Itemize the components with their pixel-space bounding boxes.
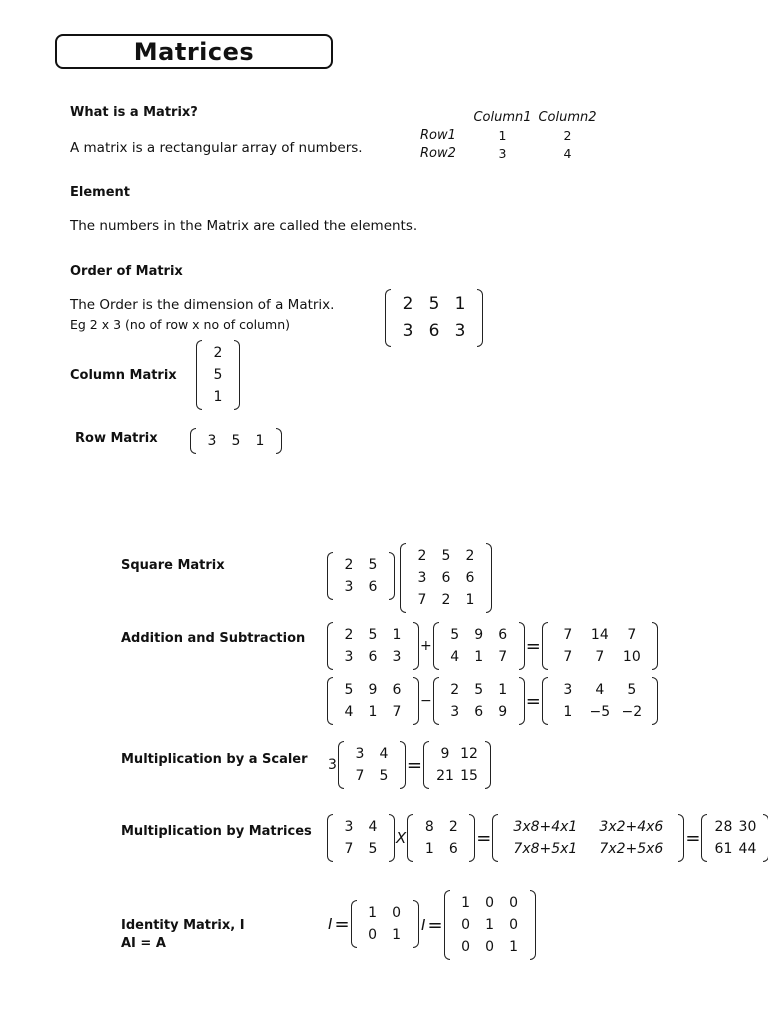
matrix-cell: 1 — [563, 704, 573, 720]
equals-sign: = — [685, 827, 701, 849]
table-header-row — [470, 110, 600, 125]
matrix-cell: 3 — [402, 321, 414, 341]
matrix-cell: 6 — [474, 704, 484, 720]
table-cell: 2 — [563, 128, 572, 143]
matrix — [196, 340, 240, 410]
matrix-cell: 1 — [368, 704, 378, 720]
matrix-cell: 7 — [595, 649, 605, 665]
equals-sign: = — [525, 690, 541, 712]
matrix-row — [206, 342, 230, 364]
matrix-cell: 9 — [368, 682, 378, 698]
matrix-cell: 3 — [355, 746, 365, 762]
matrix-grid — [439, 622, 519, 670]
matrix-row — [443, 701, 515, 723]
matrix-cell: 6 — [392, 682, 402, 698]
table-cell: 1 — [498, 128, 507, 143]
matrix-cell: 6 — [465, 570, 475, 586]
matrix-cell: 5 — [627, 682, 637, 698]
matrix — [338, 741, 406, 789]
matrix-row — [206, 386, 230, 408]
matrix-row — [337, 679, 409, 701]
matrix-row — [502, 838, 674, 860]
matrix-cell: 15 — [460, 768, 478, 784]
matrix-grid — [406, 543, 486, 613]
element-heading: Element — [70, 185, 130, 200]
matrix-row — [395, 318, 473, 345]
matrix-cell: 7 — [392, 704, 402, 720]
matrix — [542, 677, 658, 725]
matrix-row — [337, 701, 409, 723]
matrix-grid — [548, 622, 652, 670]
matrix-row — [337, 576, 385, 598]
identity-symbol: I — [328, 915, 333, 933]
matrix — [701, 814, 768, 862]
matrix-cell: 2 — [441, 592, 451, 608]
matrix-cell: 0 — [461, 939, 470, 955]
matrix-cell: 3 — [417, 570, 427, 586]
identity-label: Identity Matrix, I — [121, 918, 245, 933]
matrix-row — [417, 816, 465, 838]
matrix-cell: 3 — [344, 649, 354, 665]
matrix-cell: −5 — [589, 704, 611, 720]
column-header: Column1 — [473, 110, 532, 125]
matrix-cell: 0 — [392, 905, 401, 921]
equals-sign: = — [334, 913, 350, 935]
matrix-cell: 5 — [368, 627, 378, 643]
matrix-cell: 3 — [392, 649, 402, 665]
matrix-grid — [333, 552, 389, 600]
sample-table — [420, 110, 600, 161]
matrix-cell: 4 — [595, 682, 605, 698]
minus-sign: − — [420, 693, 432, 709]
right-bracket — [652, 677, 658, 725]
matrix-cell: 5 — [474, 682, 484, 698]
table-cell: 3 — [498, 146, 507, 161]
right-bracket — [485, 741, 491, 789]
matrix-cell: 6 — [448, 841, 458, 857]
matrix-row — [337, 816, 385, 838]
equals-sign: = — [406, 754, 423, 776]
matrix-cell: 12 — [460, 746, 478, 762]
equals-sign: = — [427, 914, 443, 936]
matrix-cell: 4 — [379, 746, 389, 762]
matrix-row — [417, 838, 465, 860]
matrix-grid — [333, 677, 413, 725]
matrix-row — [337, 554, 385, 576]
matrix-row — [552, 624, 648, 646]
column-header: Column2 — [538, 110, 597, 125]
matrix-grid — [333, 814, 389, 862]
matrix-cell: 5 — [450, 627, 460, 643]
matrix — [444, 890, 536, 960]
matrix — [400, 543, 492, 613]
matrix-cell: 0 — [461, 917, 470, 933]
matrix-cell: 1 — [461, 895, 470, 911]
right-bracket — [486, 543, 492, 613]
matrix-cell: 7 — [498, 649, 508, 665]
matrix-cell: 2 — [344, 627, 354, 643]
matrix-cell: 2 — [448, 819, 458, 835]
matrix-cell: 3 — [450, 704, 460, 720]
table-cell: 4 — [563, 146, 572, 161]
matrix-cell: 1 — [485, 917, 494, 933]
matrix — [433, 677, 525, 725]
matrix — [327, 814, 395, 862]
matrix-cell: 6 — [368, 649, 378, 665]
matrix-row — [711, 816, 759, 838]
matrix — [385, 289, 483, 347]
matrix — [327, 677, 419, 725]
matrix-grid — [450, 890, 530, 960]
what-is-text: A matrix is a rectangular array of numbers. — [70, 140, 363, 156]
matrix-row — [337, 838, 385, 860]
element-text: The numbers in the Matrix are called the elements. — [70, 218, 418, 234]
matrix-cell: 2 — [402, 294, 414, 314]
identity-2x2-equation — [327, 900, 419, 948]
matrix-cell: 3 — [207, 433, 217, 449]
matrix-cell: 7 — [627, 627, 637, 643]
matrix-row — [410, 589, 482, 611]
matrix — [492, 814, 684, 862]
matrix-grid — [498, 814, 678, 862]
matrix-cell: 7 — [563, 649, 573, 665]
matrix-grid — [357, 900, 413, 948]
identity-rule: AI = A — [121, 936, 166, 951]
matrix-grid — [548, 677, 652, 725]
right-bracket — [276, 428, 282, 454]
matrix-cell: 1 — [255, 433, 265, 449]
matrix-cell: 4 — [450, 649, 460, 665]
matrix-cell: 8 — [424, 819, 434, 835]
matrix-row — [410, 545, 482, 567]
order-heading: Order of Matrix — [70, 264, 183, 279]
row-label: Row2 — [420, 146, 456, 161]
right-bracket — [477, 289, 483, 347]
matrix-cell: 7 — [344, 841, 354, 857]
matrix-cell: 1 — [474, 649, 484, 665]
matrix-row — [552, 646, 648, 668]
matrix-row — [552, 701, 648, 723]
matrix-cell: 1 — [368, 905, 377, 921]
square-matrix-3x3 — [400, 543, 492, 613]
matrix-cell: 7 — [417, 592, 427, 608]
right-bracket — [413, 900, 419, 948]
order-matrix — [385, 289, 483, 347]
addition-equation — [327, 622, 658, 670]
row-matrix — [190, 428, 282, 454]
identity-3x3-equation — [420, 890, 536, 960]
matrix-row — [361, 902, 409, 924]
matrix-cell: 6 — [368, 579, 378, 595]
matrix-row — [552, 679, 648, 701]
page-title: Matrices — [133, 37, 255, 66]
matrix-cell: 5 — [441, 548, 451, 564]
matrix-grid — [196, 428, 276, 454]
equals-sign: = — [476, 827, 492, 849]
matrix — [542, 622, 658, 670]
matrix-cell: 7 — [563, 627, 573, 643]
matrix-cell: 9 — [498, 704, 508, 720]
matrix-cell: 2 — [465, 548, 475, 564]
matrix-row — [433, 743, 481, 765]
matrix-cell: 2 — [417, 548, 427, 564]
matrix — [433, 622, 525, 670]
add-sub-label: Addition and Subtraction — [121, 631, 306, 646]
matrix-grid — [391, 289, 477, 347]
scalar-value: 3 — [328, 757, 337, 773]
matrix-row — [443, 646, 515, 668]
matrix — [190, 428, 282, 454]
equals-sign: = — [525, 635, 541, 657]
matrix-cell: 1 — [465, 592, 475, 608]
matrix-cell: 2 — [213, 345, 223, 361]
column-matrix — [196, 340, 240, 410]
matrix-cell: 2 — [450, 682, 460, 698]
matrix-cell: 5 — [213, 367, 223, 383]
matrix-cell: 5 — [344, 682, 354, 698]
matrix-cell: 3x8+4x1 — [513, 819, 578, 835]
matrix-grid — [344, 741, 400, 789]
matrix-cell: 9 — [474, 627, 484, 643]
matrix-cell: 1 — [509, 939, 518, 955]
matrix-cell: 0 — [509, 917, 518, 933]
matrix-cell: 5 — [368, 557, 378, 573]
matrix — [351, 900, 419, 948]
matrix-cell: 1 — [213, 389, 223, 405]
square-matrix-2x2 — [327, 552, 395, 600]
matrix-cell: 6 — [441, 570, 451, 586]
matrix-cell: 0 — [368, 927, 377, 943]
matrix-cell: 3 — [454, 321, 466, 341]
matrix-grid — [429, 741, 485, 789]
table-row — [420, 128, 600, 143]
right-bracket — [234, 340, 240, 410]
matrix-cell: 7 — [355, 768, 365, 784]
matrix-cell: 5 — [428, 294, 440, 314]
matrix-cell: 1 — [392, 927, 401, 943]
matrix-cell: 7x2+5x6 — [599, 841, 664, 857]
matrix-cell: 7x8+5x1 — [513, 841, 578, 857]
mult-label: Multiplication by Matrices — [121, 824, 312, 839]
matrix-row — [454, 892, 526, 914]
scalar-equation — [327, 741, 491, 789]
times-sign: X — [396, 829, 407, 847]
matrix-row — [454, 936, 526, 958]
matrix-row — [337, 646, 409, 668]
matrix-row — [337, 624, 409, 646]
matrix-cell: 44 — [738, 841, 757, 857]
matrix-cell: 1 — [424, 841, 434, 857]
matrix-cell: 3 — [344, 579, 354, 595]
identity-symbol: I — [421, 916, 426, 934]
matrix-cell: 3 — [563, 682, 573, 698]
matrix-row — [443, 624, 515, 646]
scalar-label: Multiplication by a Scaler — [121, 752, 308, 767]
matrix-row — [433, 765, 481, 787]
matrix-cell: 3 — [344, 819, 354, 835]
matrix — [327, 552, 395, 600]
plus-sign: + — [420, 638, 432, 654]
matrix-cell: 2 — [344, 557, 354, 573]
matrix-cell: −2 — [621, 704, 643, 720]
matrix-cell: 0 — [485, 895, 494, 911]
matrix-cell: 6 — [428, 321, 440, 341]
matrix-cell: 61 — [714, 841, 733, 857]
matrix-row — [395, 291, 473, 318]
matrix-grid — [707, 814, 763, 862]
matrix-cell: 3x2+4x6 — [599, 819, 664, 835]
matrix-cell: 14 — [590, 627, 609, 643]
subtraction-equation — [327, 677, 658, 725]
matrix-cell: 5 — [231, 433, 241, 449]
square-matrix-label: Square Matrix — [121, 558, 225, 573]
matrix-cell: 5 — [379, 768, 389, 784]
matrix-grid — [439, 677, 519, 725]
order-line2: Eg 2 x 3 (no of row x no of column) — [70, 317, 291, 332]
matrix-row — [410, 567, 482, 589]
matrix-cell: 21 — [436, 768, 454, 784]
matrix-cell: 1 — [454, 294, 466, 314]
row-matrix-label: Row Matrix — [75, 431, 158, 446]
matrix-cell: 4 — [368, 819, 378, 835]
matrix — [327, 622, 419, 670]
matrix-row — [361, 924, 409, 946]
table-row — [420, 146, 600, 161]
matrix-cell: 4 — [344, 704, 354, 720]
right-bracket — [652, 622, 658, 670]
matrix-cell: 6 — [498, 627, 508, 643]
matrix-cell: 0 — [485, 939, 494, 955]
matrix-row — [348, 765, 396, 787]
matrix-cell: 9 — [440, 746, 450, 762]
mult-equation — [327, 814, 768, 862]
matrix-grid — [413, 814, 469, 862]
matrix-cell: 28 — [714, 819, 733, 835]
right-bracket — [530, 890, 536, 960]
order-line1: The Order is the dimension of a Matrix. — [70, 297, 335, 313]
matrix-cell: 30 — [738, 819, 757, 835]
matrix-row — [200, 430, 272, 452]
matrix-grid — [202, 340, 234, 410]
matrix-cell: 10 — [622, 649, 641, 665]
what-is-heading: What is a Matrix? — [70, 105, 198, 120]
title-box — [55, 34, 333, 69]
matrix — [407, 814, 475, 862]
matrix-cell: 1 — [498, 682, 508, 698]
matrix-row — [206, 364, 230, 386]
matrix-grid — [333, 622, 413, 670]
row-label: Row1 — [420, 128, 456, 143]
column-matrix-label: Column Matrix — [70, 368, 177, 383]
matrix-cell: 0 — [509, 895, 518, 911]
matrix-row — [711, 838, 759, 860]
matrix-row — [454, 914, 526, 936]
matrix-row — [502, 816, 674, 838]
matrix-cell: 5 — [368, 841, 378, 857]
matrix-row — [348, 743, 396, 765]
matrix-row — [443, 679, 515, 701]
matrix — [423, 741, 491, 789]
right-bracket — [389, 552, 395, 600]
right-bracket — [763, 814, 768, 862]
matrix-cell: 1 — [392, 627, 402, 643]
